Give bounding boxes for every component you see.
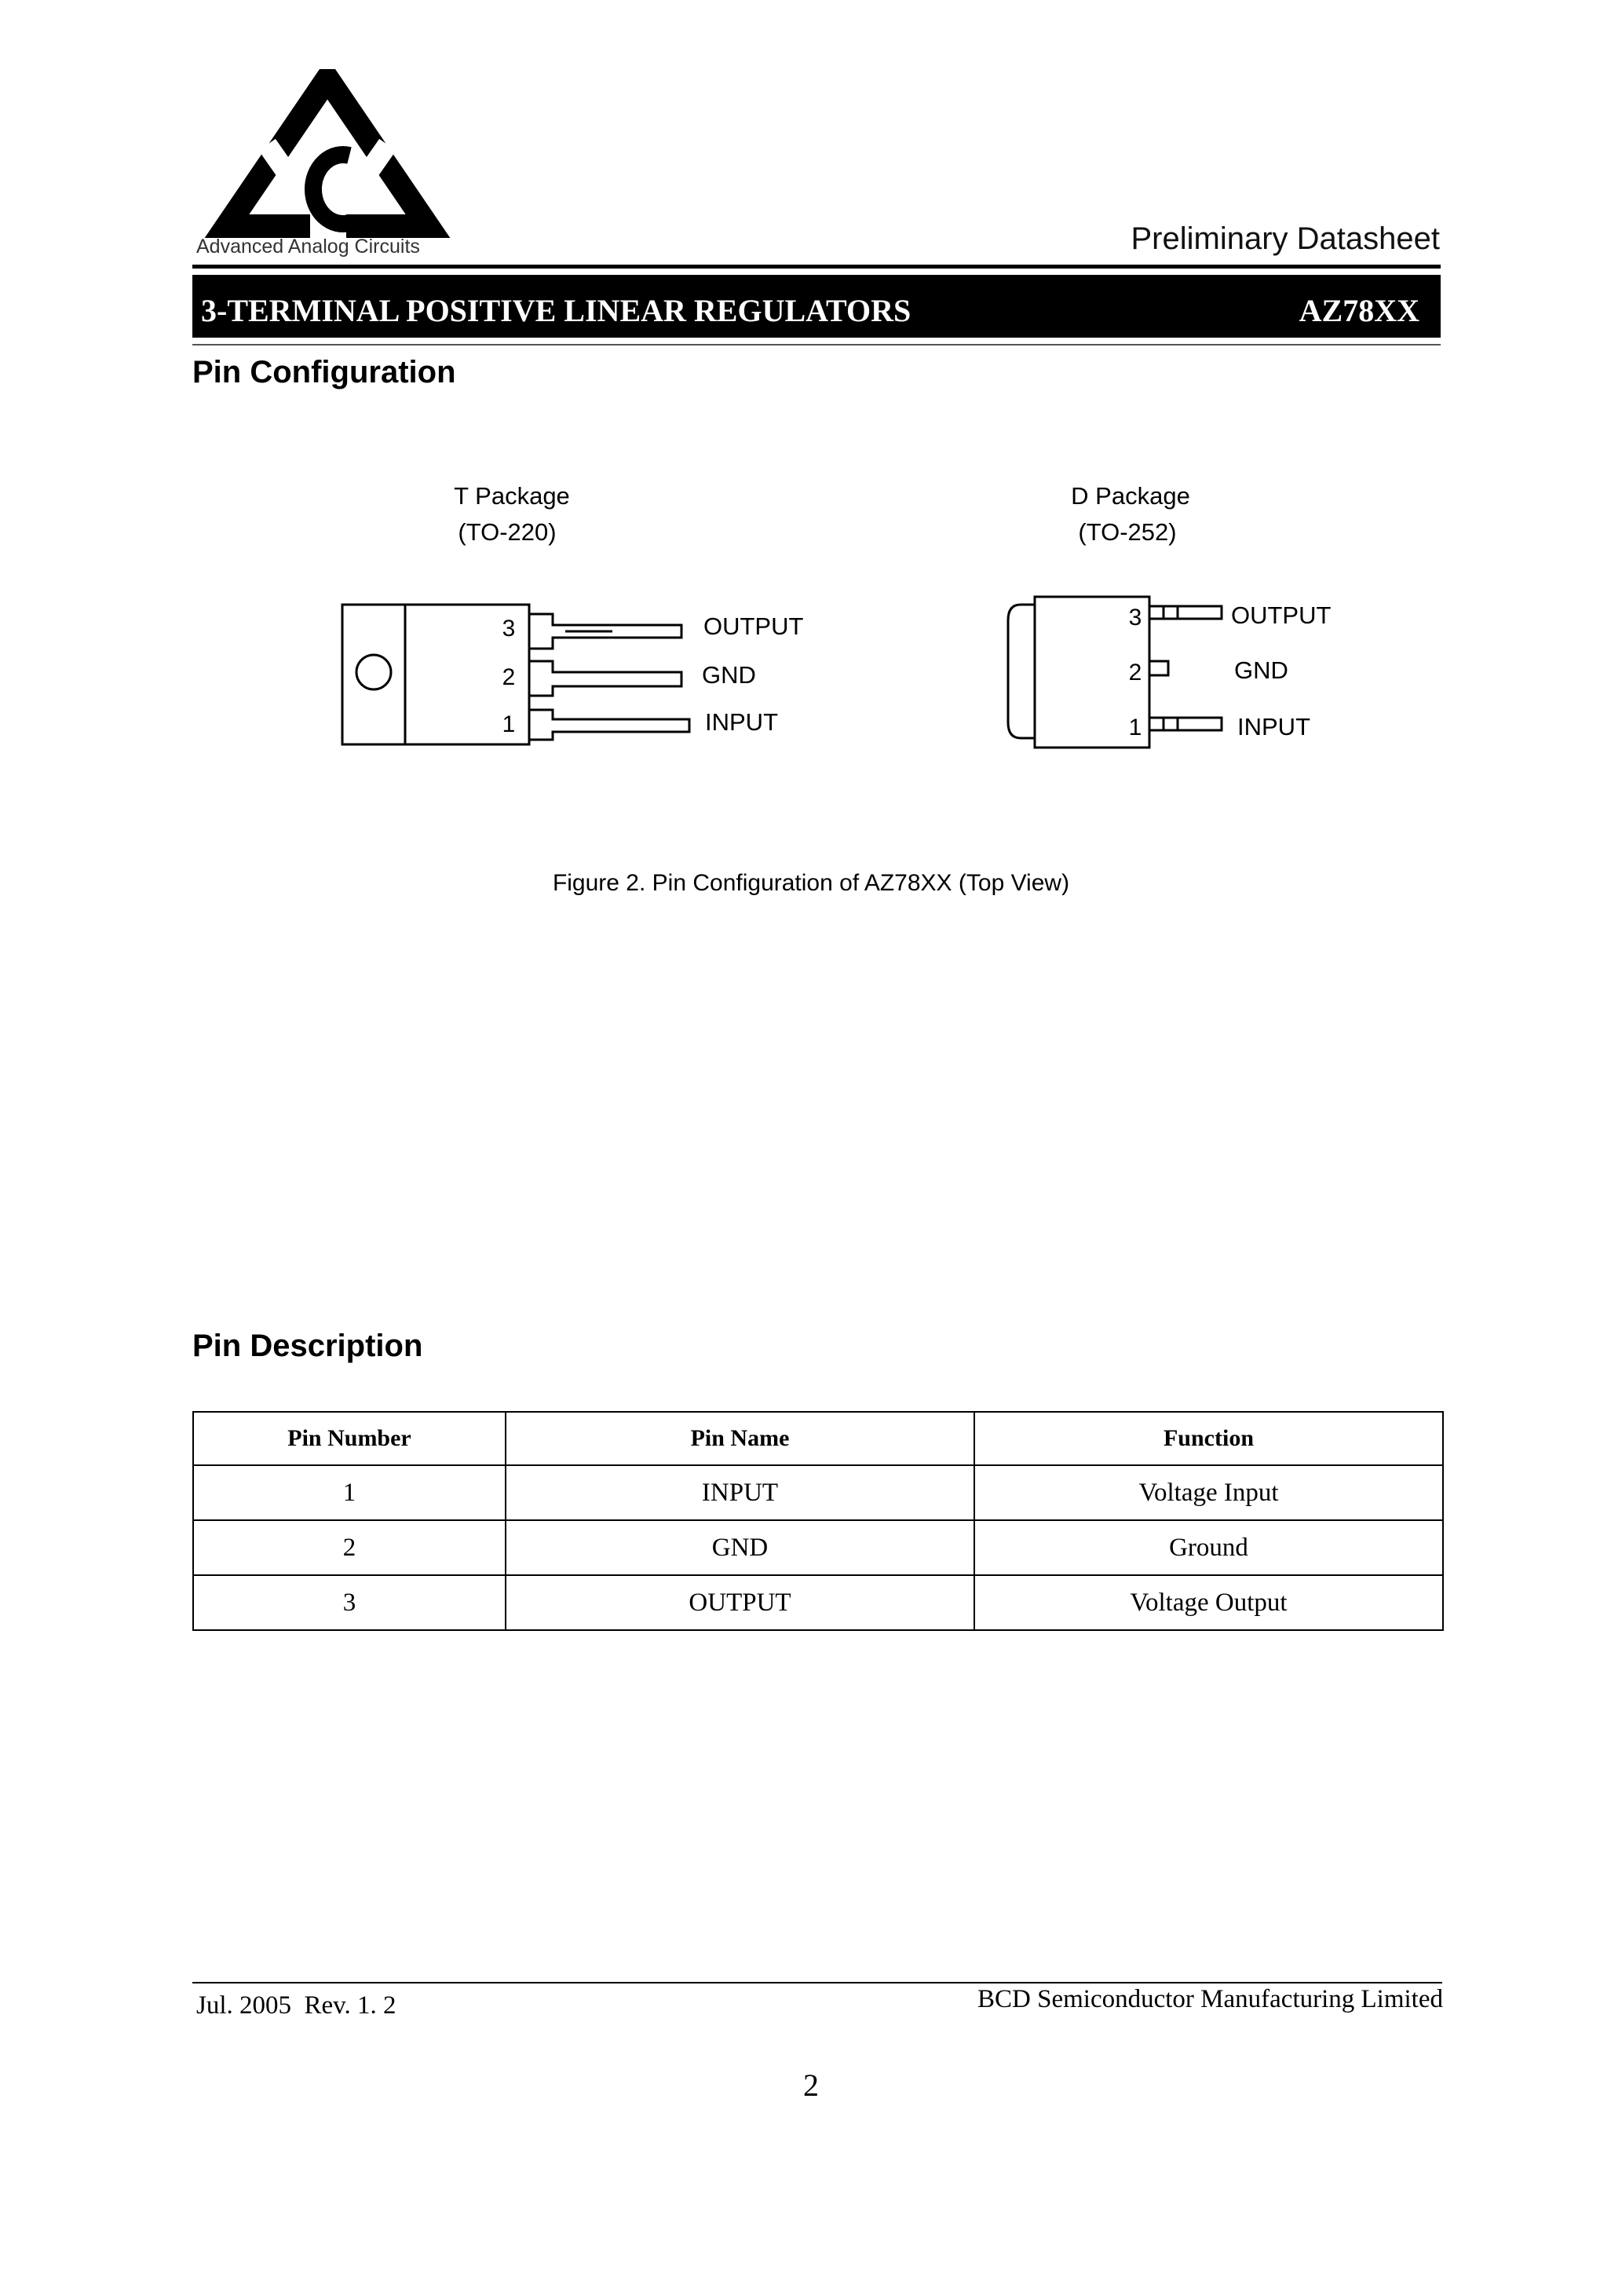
column-header: Pin Name xyxy=(506,1412,974,1465)
t-pin-number-3: 3 xyxy=(502,616,516,642)
d-pin-number-3: 3 xyxy=(1128,605,1142,631)
table-cell: Ground xyxy=(974,1520,1443,1575)
table-row xyxy=(193,1520,1443,1575)
table-cell: 1 xyxy=(193,1465,506,1520)
to252-package xyxy=(1008,597,1222,748)
table-cell: Voltage Output xyxy=(974,1575,1443,1630)
t-pin-number-1: 1 xyxy=(502,711,516,737)
footer-date-revision: Jul. 2005 Rev. 1. 2 xyxy=(196,1991,396,2020)
table-cell: GND xyxy=(506,1520,974,1575)
t-pin-name-input: INPUT xyxy=(705,708,778,736)
d-pin-name-output: OUTPUT xyxy=(1231,601,1332,629)
d-pin-name-input: INPUT xyxy=(1237,713,1310,740)
brand-name: Advanced Analog Circuits xyxy=(196,236,420,258)
part-number: AZ78XX xyxy=(1299,293,1419,328)
t-pin-name-output: OUTPUT xyxy=(703,612,804,640)
table-row xyxy=(193,1465,1443,1520)
pin-configuration-diagram xyxy=(0,0,1622,942)
t-package-type: (TO-220) xyxy=(458,518,557,546)
pin-configuration-title: Pin Configuration xyxy=(192,355,456,389)
table-cell: Voltage Input xyxy=(974,1465,1443,1520)
d-pin-name-gnd: GND xyxy=(1234,656,1288,684)
table-cell: OUTPUT xyxy=(506,1575,974,1630)
column-header: Pin Number xyxy=(193,1412,506,1465)
t-package-name: T Package xyxy=(454,482,570,510)
table-cell: 3 xyxy=(193,1575,506,1630)
d-pin-number-2: 2 xyxy=(1128,660,1142,686)
table-cell: INPUT xyxy=(506,1465,974,1520)
table-row xyxy=(193,1575,1443,1630)
page-number: 2 xyxy=(803,2067,819,2103)
to220-package xyxy=(342,605,689,744)
table-cell: 2 xyxy=(193,1520,506,1575)
document-status: Preliminary Datasheet xyxy=(1131,221,1440,256)
pin-description-title: Pin Description xyxy=(192,1329,423,1363)
d-pin-number-1: 1 xyxy=(1128,715,1142,740)
banner-title: 3-TERMINAL POSITIVE LINEAR REGULATORS xyxy=(201,293,911,328)
d-package-type: (TO-252) xyxy=(1078,518,1177,546)
pin-description-table xyxy=(192,1411,1444,1631)
footer-company: BCD Semiconductor Manufacturing Limited xyxy=(977,1985,1443,2013)
t-pin-name-gnd: GND xyxy=(702,661,756,689)
d-package-name: D Package xyxy=(1071,482,1190,510)
column-header: Function xyxy=(974,1412,1443,1465)
figure-caption: Figure 2. Pin Configuration of AZ78XX (Top View) xyxy=(552,870,1070,896)
table-header-row xyxy=(193,1412,1443,1465)
footer-rule xyxy=(192,1982,1442,1983)
t-pin-number-2: 2 xyxy=(502,664,516,690)
